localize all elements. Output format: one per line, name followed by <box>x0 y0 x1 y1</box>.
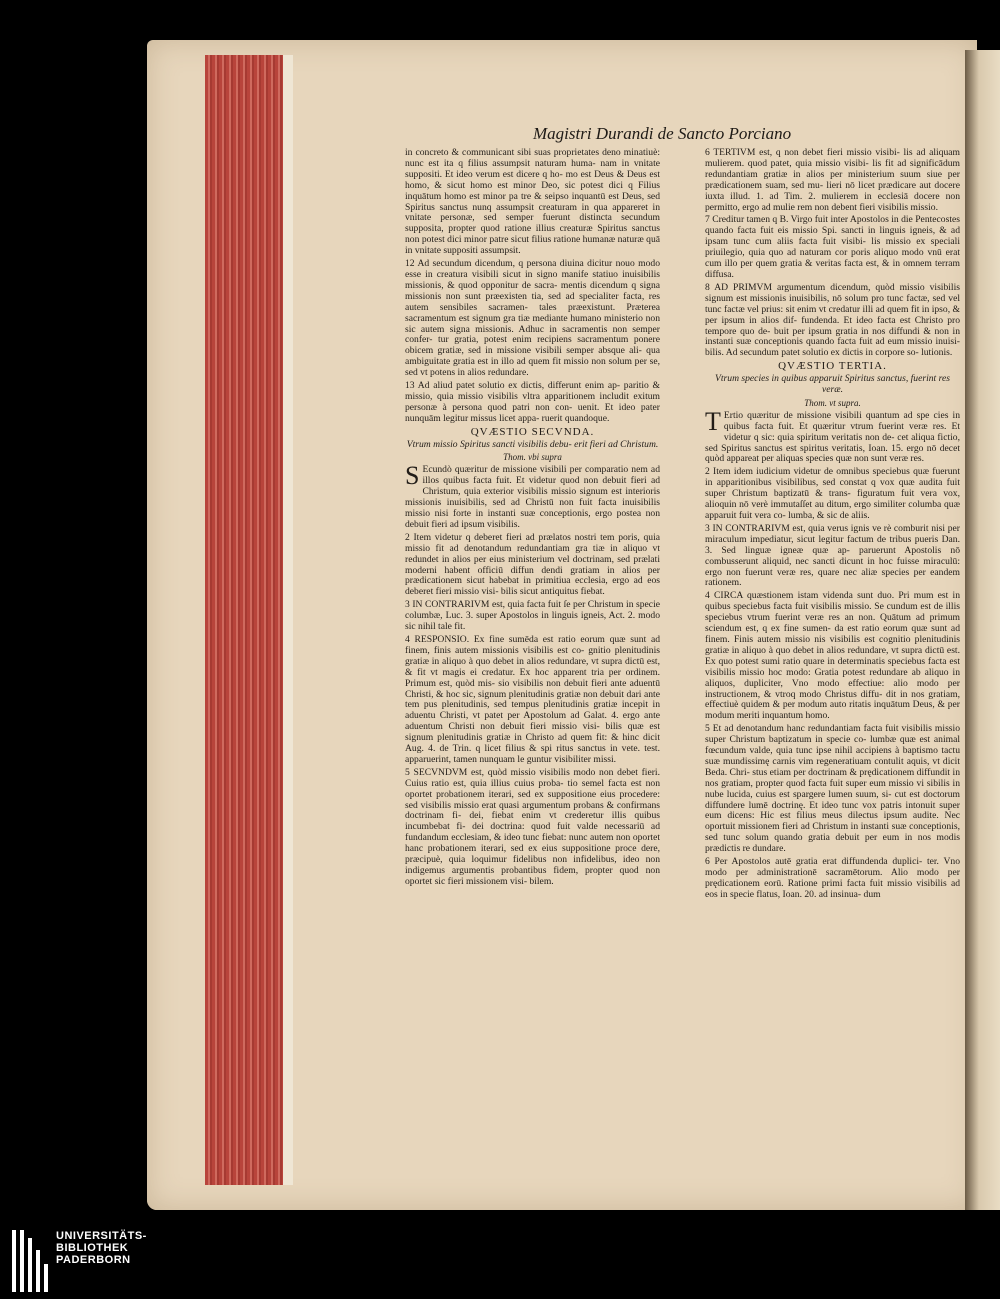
paragraph: 8 AD PRIMVM argumentum dicendum, quòd missio visibilis signum est missionis inuisibilis, nō solum pro tunc factæ, sed vel tunc factæ vel prius: sit enim vt credatur illi ad quem fit in ipso, & per ipsum in alios dif- fundenda. Et ideo facta est Christo pro tempore quo de- buit per ipsum gratia in nos diffundi & non in instanti suæ conceptionis quando facta fuit ad eum missio inuisi- bilis. Ad secundum patet solutio ex dictis in corpore so- lutionis. <box>705 281 960 359</box>
left-column <box>405 148 660 890</box>
paragraph: 6 Per Apostolos autē gratia erat diffundenda duplici- ter. Vno modo per administrationē sacramētorum. Alio modo per prędicationem eorū. Ratione primi facta fuit missio visibilis ad eos in specie flatus, Ioan. 20. ad insinua- dum <box>705 856 960 900</box>
question-reference: Thom. vbi supra <box>503 452 562 463</box>
paragraph: 5 SECVNDVM est, quòd missio visibilis modo non debet fieri. Cuius ratio est, quia illius cuius proba- tio semel facta est non oportet probationem iterari, sed ex suppositione eius procedere: sed visibilis missio erat quasi argumentum probans & confirmans doctrinam fi- dei, fiebat enim vt crederetur illis quibus incumbebat fi- dei doctrina: quod fuit valde necessariū ad fundandum ecclesiam, & ideo tunc fiebat: nunc autem non oportet hanc probationem iterari, sed ex eius suppositione proce dere, præcipuè, quia loquimur fidelibus non infidelibus, ideo non indigemus argumentis probantibus fidem, propter quod non oportet sic fieri missionem visi- bilem. <box>405 766 660 887</box>
running-head: Magistri Durandi de Sancto Porciano <box>533 124 792 143</box>
paragraph-text: Ertio quæritur de missione visibili quantum ad spe cies in quibus facta fuit. Et quæritur vtrum fuerint veræ res. Et videtur q sic: quia spiritum veritatis non de- cet aliqua fictio, sed Spiritus sanctus est spiritus veritatis, Ioan. 15. ergo nō decet quòd appareat per aliquas species quæ non sunt veræ res. <box>705 409 960 465</box>
question-subtitle: Vtrum missio Spiritus sancti visibilis debu- erit fieri ad Christum. <box>406 438 659 450</box>
page-edges-red <box>205 55 283 1185</box>
paragraph <box>405 461 660 530</box>
paragraph: 7 Creditur tamen q B. Virgo fuit inter Apostolos in die Pentecostes quando facta fuit eis missio Spi. sancti in linguis igneis, & ad ipsam tunc cum aliis facta fuit visibi- lis missio ex speciali priuilegio, quia quo ad naturam cor poris aliquo modo vnū erat cum illo per quem gratia & veritas facta est, & in omnem terram diffusa. <box>705 214 960 280</box>
paragraph: in concreto & communicant sibi suas proprietates deno minatiuè: nunc est ita q filius assumpsit naturam huma- nam in vnitate suppositi. Et ideo verum est dicere q ho- mo est Deus & Deus est homo, & sicut homo est minor Deo, sic potest dici q Filius inquātum homo est minor pa tre & seipso inquantū est Deus, sed Spiritus sanctus nunq assumpsit creaturam in qua appareret in vnitate personæ, sed semper fuerunt distincta secundum supposita, propter quod ratione illius creaturæ Spiritus sanctus non potest dici minor patre sicut filius ratione humanæ naturæ quā in vnitate suppositi assumpsit. <box>405 147 660 257</box>
page-edge-inner <box>283 55 293 1185</box>
library-logo-text <box>56 1230 147 1266</box>
paragraph: 2 Item idem iudicium videtur de omnibus speciebus quæ fuerunt in apparitionibus visibilibus, sed constat q vox quæ audita fuit super Christum baptizatū & trans- figuratum fuit vera vox, alioquin nō verè immutaſſet au ditum, ergo similiter columba quæ apparuit fuit vera co- lumba, & sic de aliis. <box>705 466 960 521</box>
paragraph: 4 RESPONSIO. Ex fine sumēda est ratio eorum quæ sunt ad finem, finis autem missionis visibilis est co- gnitio plenitudinis gratiæ in aliquo à quo debet in alios redundare, vt supra dictū est, & fit vt magis ei credatur. Ex hoc apparent tria per ordinem. Primum est, quòd mis- sio visibilis non debuit fieri ante aduentū Christi, & hoc sic, signum plenitudinis gratiæ non debuit dari ante tem pus plenitudinis, sed tempus plenitudinis gratiæ incepit in aduentu Christi, vt patet per Apostolum ad Galat. 4. ergo ante aduentum Christi non debuit fieri missio visi- bilis quæ est signum plenitudinis gratiæ in Christo ad quem fit: & hinc dicit Aug. 4. de Trin. q licet filius & spi ritus sanctus in vete. test. apparuerint, tamen nunquam le guntur visibiliter missi. <box>405 633 660 765</box>
paragraph: 13 Ad aliud patet solutio ex dictis, differunt enim ap- paritio & missio, quia missio visibilis vltra apparitionem includit exitum personæ à persona quod patri non con- uenit. Et ideo pater nunquām legitur missus licet appa- ruerit quandoque. <box>405 380 660 424</box>
question-title: QVÆSTIO TERTIA. <box>778 360 887 373</box>
initial-letter: S <box>405 461 420 491</box>
paragraph: 6 TERTIVM est, q non debet fieri missio visibi- lis ad aliquam mulierem. quod patet, quia missio visibi- lis fit ad significādum redundantiam gratiæ in alios per ministerium suum siue per prædicationem suam, sed mu- lieri nō licet prædicare aut docere iuxta illud. 1. ad Tim. 2. mulierem in ecclesiā docere non permitto, ergo ad mulie rem non debent fieri visibilis missio. <box>705 147 960 213</box>
facing-page-edge <box>965 50 1000 1210</box>
logo-line-3: PADERBORN <box>56 1254 131 1266</box>
paragraph: 2 Item videtur q deberet fieri ad prælatos nostri tem poris, quia missio fit ad denotandum redundantiam gra tiæ in aliquo vt redundet in alios per eius ministerium vel doctrinam, sed prælati moderni habent officiū diffun dendi gratiam in alios per prædicationem sicut habebat in primitiua ecclesia, ergo ad eos deberet fieri missio visi- bilis sicut antiquitus fiebat. <box>405 531 660 598</box>
logo-line-1: UNIVERSITÄTS- <box>56 1230 147 1242</box>
paragraph: 3 IN CONTRARIVM est, quia facta fuit ſe per Christum in specie columbæ, Luc. 3. super Apostolos in linguis igneis, Act. 2. modo sic nihil tale fit. <box>405 599 660 633</box>
right-column <box>705 148 960 903</box>
initial-letter: T <box>705 406 721 436</box>
logo-line-2: BIBLIOTHEK <box>56 1242 129 1254</box>
paragraph: 4 CIRCA quæstionem istam videnda sunt duo. Pri mum est in quibus speciebus facta fuit visibilis missio. Se cundum est de illis speciebus vtrum fuerint veræ res an non. Quātum ad primum sciendum est, q ex fine sumen- da est ratio eorum quæ sunt ad finem. Finis autem missio nis visibilis est cognitio plenitudinis gratiæ in aliquo à quo debet in alios redundare, vt supra dictū est. Ex quo potest sumi ratio quare in determinatis speciebus facta est visibilis missio hoc modo: Gratia potest redundare ab aliquo in aliquos, dupliciter, Vno modo effectiue: alio modo per instructionem, & vtroq modo Christus diffu- dit in nos gratiam, effectiuè quidem & per modum auto ritatis inquātum Deus, & per modum meriti inquantum homo. <box>705 590 960 722</box>
paragraph-text: Ecundò quæritur de missione visibili per comparatio nem ad illos quibus facta fuit. Et videtur quod non debuit fieri ad Christum, quia exterior visibilis missio signum est interioris missionis inuisibilis, sed ad Christū non fuit facta inuisibilis missio nisi forte in instanti suæ conceptionis, ergo postea non debuit fieri ad ipsum visibilis. <box>405 464 660 530</box>
paragraph: 5 Et ad denotandum hanc redundantiam facta fuit visibilis missio super Christum baptizatum in specie co- lumbæ quæ est animal fœcundum valde, quia tunc ipse nihil accipiens à baptismo tactu suæ mundissimę carnis vim regeneratiuam contulit aquis, vt dicit Beda. Chri- stus etiam per doctrinam & prędicationem diffundit in nos gratiam, propter quod facta fuit super eum missio vi sibilis in nube lucida, cuius est spargere lumen suum, si- cut est doctorum diffundere lumē doctrinę. Et ideo tunc vox patris intonuit super eum dicens: Hic est filius meus dilectus ipsum audite. Nec oportuit missionem fieri ad Christum in instanti suæ conceptionis, sed tunc solum quando gratia debuit per eum in nos modis prædictis re dundare. <box>705 723 960 855</box>
paragraph: 12 Ad secundum dicendum, q persona diuina dicitur nouo modo esse in creatura visibili sicut in signo manife statiuo inuisibilis missionis, & quod opponitur de sacra- mentis dicendum q signa missionis non sunt præexisten tia, sed ad specialiter facta, res autem sensibiles sacramen- tales præexistunt. Præterea sacramentum est signum gra tiæ mediante humano ministerio non sic autem signa missionis. Adhuc in sacramentis non semper confer- tur gratia, potest enim recipiens sacramentum ponere obicem gratiæ, sed in missione visibili semper absque ali- qua ambiguitate gratia est in illo ad quem fit missio non solum per se, sed vt potens in alios redundare. <box>405 258 660 379</box>
paragraph <box>705 406 960 466</box>
paragraph: 3 IN CONTRARIVM est, quia verus ignis ve rè comburit nisi per miraculum impediatur, sicut legitur factum de tribus pueris Dan. 3. Sed linguæ igneæ quæ ap- paruerunt Apostolis nō combusserunt aliquid, nec sancti dicunt in hoc fuisse miraculū: ergo non fuerunt veræ res, quare nec aliæ species per eandem rationem. <box>705 522 960 589</box>
library-logo <box>12 1230 147 1292</box>
question-subtitle: Vtrum species in quibus apparuit Spiritus sanctus, fuerint res veræ. <box>715 373 950 396</box>
question-reference: Thom. vt supra. <box>804 397 861 408</box>
question-title: QVÆSTIO SECVNDA. <box>470 425 595 438</box>
library-logo-icon <box>12 1230 48 1292</box>
